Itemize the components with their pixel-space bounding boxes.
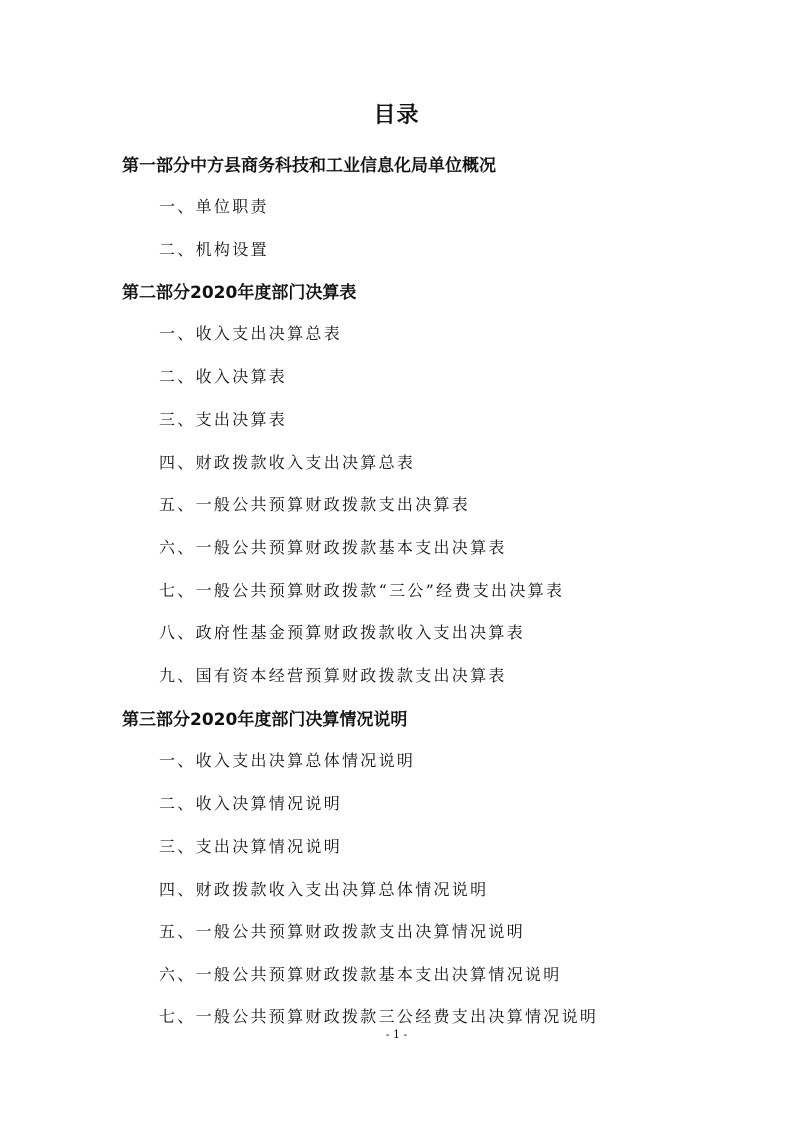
toc-item[interactable]: 四、财政拨款收入支出决算总体情况说明 — [159, 880, 489, 899]
toc-item[interactable]: 一、收入支出决算总体情况说明 — [159, 751, 416, 770]
toc-item[interactable]: 九、国有资本经营预算财政拨款支出决算表 — [159, 666, 507, 685]
toc-item[interactable]: 二、机构设置 — [159, 240, 269, 259]
toc-item[interactable]: 七、一般公共预算财政拨款三公经费支出决算情况说明 — [159, 1007, 599, 1026]
toc-item[interactable]: 五、一般公共预算财政拨款支出决算情况说明 — [159, 922, 526, 941]
toc-section-heading[interactable]: 第一部分中方县商务科技和工业信息化局单位概况 — [122, 156, 496, 176]
toc-item[interactable]: 三、支出决算表 — [159, 410, 288, 429]
toc-section-heading[interactable]: 第二部分2020年度部门决算表 — [122, 283, 357, 303]
toc-item[interactable]: 六、一般公共预算财政拨款基本支出决算情况说明 — [159, 965, 562, 984]
toc-item[interactable]: 六、一般公共预算财政拨款基本支出决算表 — [159, 538, 507, 557]
toc-item[interactable]: 七、一般公共预算财政拨款“三公”经费支出决算表 — [159, 581, 565, 600]
toc-item[interactable]: 二、收入决算表 — [159, 367, 288, 386]
toc-item[interactable]: 八、政府性基金预算财政拨款收入支出决算表 — [159, 623, 526, 642]
toc-item[interactable]: 一、收入支出决算总表 — [159, 324, 343, 343]
toc-item[interactable]: 三、支出决算情况说明 — [159, 837, 343, 856]
toc-item[interactable]: 二、收入决算情况说明 — [159, 794, 343, 813]
page-title: 目录 — [373, 103, 420, 128]
toc-item[interactable]: 一、单位职责 — [159, 197, 269, 216]
toc-item[interactable]: 五、一般公共预算财政拨款支出决算表 — [159, 495, 471, 514]
page-number: - 1 - — [385, 1028, 408, 1041]
toc-section-heading[interactable]: 第三部分2020年度部门决算情况说明 — [122, 710, 408, 730]
toc-item[interactable]: 四、财政拨款收入支出决算总表 — [159, 453, 416, 472]
